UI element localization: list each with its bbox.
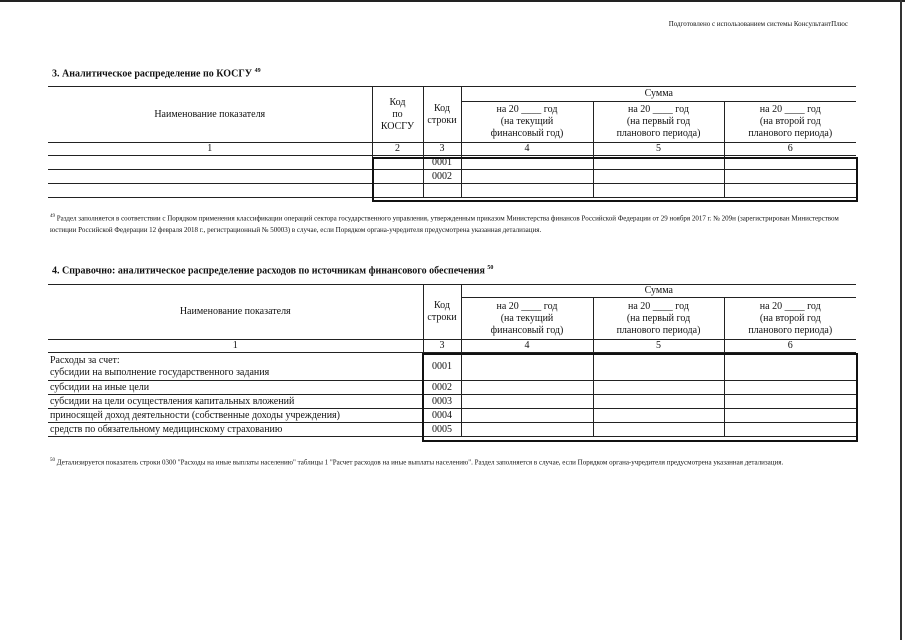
section4-cell-sum3[interactable]	[724, 395, 856, 409]
section3-cell-sum2[interactable]	[593, 156, 724, 170]
section4-cell-name: приносящей доход деятельности (собственные доходы учреждения)	[48, 409, 423, 423]
section4-header-sum-year2: на 20 ____ год (на первый год планового периода)	[593, 298, 724, 340]
section4-header-sum-year3: на 20 ____ год (на второй год планового периода)	[724, 298, 856, 340]
section3-header-sum: Сумма	[461, 87, 856, 102]
section4-cell-name: средств по обязательному медицинскому страхованию	[48, 423, 423, 437]
section4-cell-sum3[interactable]	[724, 409, 856, 423]
section4-header-code: Код строки	[423, 285, 461, 340]
section4-cell-code: 0004	[423, 409, 461, 423]
section3-title-text: 3. Аналитическое распределение по КОСГУ	[52, 68, 253, 80]
section3-header-code: Код строки	[423, 87, 461, 143]
page-border-top	[0, 0, 905, 2]
section4-cell-sum2[interactable]	[593, 409, 724, 423]
section4-cell-sum2[interactable]	[593, 395, 724, 409]
section4-cell-name: субсидии на иные цели	[48, 381, 423, 395]
section4-cell-name: субсидии на цели осуществления капитальных вложений	[48, 395, 423, 409]
section4-cell-sum1[interactable]	[461, 423, 593, 437]
section4-cell-name: Расходы за счет: субсидии на выполнение государственного задания	[48, 353, 423, 381]
section4-footnote-num: 50	[50, 458, 55, 463]
section3-table-row-blank	[48, 184, 856, 198]
section4-cell-code: 0005	[423, 423, 461, 437]
section4-cell-code: 0002	[423, 381, 461, 395]
section4-cell-sum3[interactable]	[724, 353, 856, 381]
section4-row-group-label: Расходы за счет:	[50, 354, 120, 366]
section3-cell-name[interactable]	[48, 156, 372, 170]
section3-footnote	[50, 211, 855, 236]
section3-cell-sum3[interactable]	[724, 170, 856, 184]
section3-cell-kosgu[interactable]	[372, 156, 423, 170]
section4-table-row	[48, 409, 856, 423]
section4-header-sum: Сумма	[461, 285, 856, 298]
section4-cell-sum1[interactable]	[461, 381, 593, 395]
section3-header-sum-year1: на 20 ____ год (на текущий финансовый год)	[461, 102, 593, 143]
section3-header-sum-year3: на 20 ____ год (на второй год планового периода)	[724, 102, 856, 143]
section3-table-row	[48, 156, 856, 170]
section3-header-kosgu: Код по КОСГУ	[372, 87, 423, 143]
section3-footnote-text: Раздел заполняется в соответствии с Порядком применения классификации операций сектора государственного управления, утвержденным приказом Министерства финансов Российской Федерации от 29 ноября 2017 г. № 209н (зарегистрирован Министерством юстиции Российской Федерации 12 февраля 2018 г., регистрационный № 50003) в случае, если Порядком органа-учредителя предусмотрена указанная детализация.	[50, 214, 839, 235]
section4-title-text: 4. Справочно: аналитическое распределение расходов по источникам финансового обеспечения	[52, 265, 485, 277]
page-border-right	[900, 0, 902, 640]
section4-footnote	[50, 455, 855, 468]
section3-cell-code: 0001	[423, 156, 461, 170]
section4-cell-sum3[interactable]	[724, 381, 856, 395]
section4-cell-sum1[interactable]	[461, 353, 593, 381]
section3-footnote-num: 49	[50, 214, 55, 219]
section3-header-sum-year2: на 20 ____ год (на первый год планового периода)	[593, 102, 724, 143]
section4-cell-sum1[interactable]	[461, 395, 593, 409]
section4-cell-code: 0001	[423, 353, 461, 381]
section3-footnote-ref: 49	[254, 68, 261, 74]
section3-title	[52, 68, 261, 79]
section4-cell-code: 0003	[423, 395, 461, 409]
section4-table	[48, 284, 856, 437]
section3-cell-sum1[interactable]	[461, 170, 593, 184]
section3-cell-name[interactable]	[48, 170, 372, 184]
section4-title	[52, 265, 493, 276]
section3-table	[48, 86, 856, 198]
section4-cell-sum2[interactable]	[593, 423, 724, 437]
section4-table-row	[48, 381, 856, 395]
section3-cell-sum1[interactable]	[461, 156, 593, 170]
section4-cell-sum3[interactable]	[724, 423, 856, 437]
section3-cell-code: 0002	[423, 170, 461, 184]
section3-number-row: 1 2 3 4 5 6	[48, 143, 856, 156]
section3-cell-kosgu[interactable]	[372, 170, 423, 184]
section4-cell-sum2[interactable]	[593, 353, 724, 381]
section4-number-row: 1 3 4 5 6	[48, 340, 856, 353]
section3-table-row	[48, 170, 856, 184]
section4-cell-sum1[interactable]	[461, 409, 593, 423]
section4-header-sum-year1: на 20 ____ год (на текущий финансовый год)	[461, 298, 593, 340]
section4-header-name: Наименование показателя	[48, 285, 423, 340]
section3-header-name: Наименование показателя	[48, 87, 372, 143]
section4-table-row	[48, 423, 856, 437]
section4-footnote-ref: 50	[487, 265, 494, 271]
section4-table-row	[48, 395, 856, 409]
section3-cell-sum3[interactable]	[724, 156, 856, 170]
header-note: Подготовлено с использованием системы КонсультантПлюс	[668, 20, 848, 28]
section4-footnote-text: Детализируется показатель строки 0300 "Расходы на иные выплаты населению" таблицы 1 "Расчет расходов на иные выплаты населению". Раздел заполняется в случае, если Порядком органа-учредителя предусмотрена указанная детализация.	[56, 458, 784, 467]
section3-cell-sum2[interactable]	[593, 170, 724, 184]
section4-table-row	[48, 353, 856, 381]
section4-cell-sum2[interactable]	[593, 381, 724, 395]
